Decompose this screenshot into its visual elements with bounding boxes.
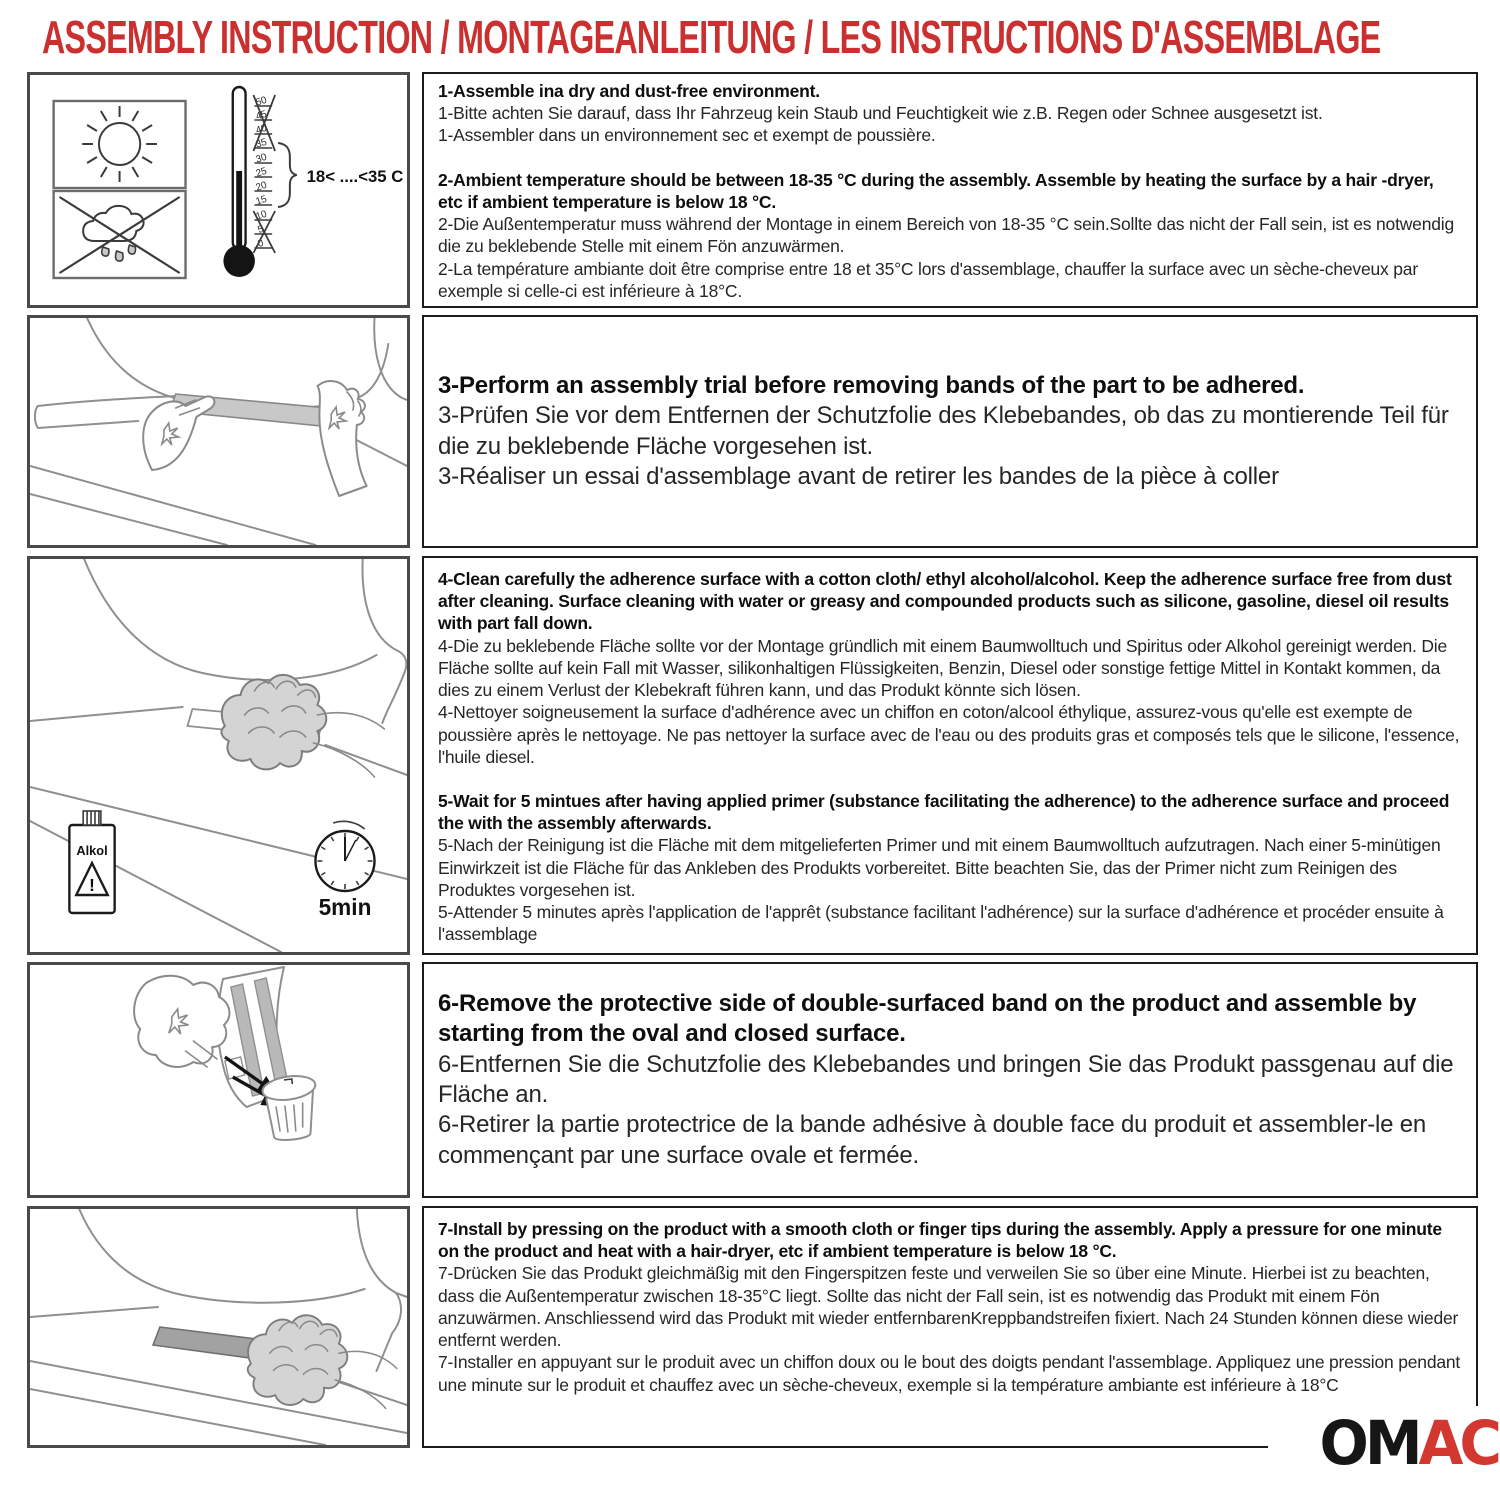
clock-icon (315, 821, 374, 920)
step-2-fr: 2-La température ambiante doit être comprise entre 18 et 35°C lors d'assemblage, chauffer la surface avec un sèche-cheveux par exemple si celle-ci est inférieure à 18°C. (438, 258, 1418, 301)
figure-box-environment (27, 72, 410, 308)
sun-icon (54, 101, 186, 188)
clock-duration-label: 5min (318, 893, 372, 921)
step-3-de: 3-Prüfen Sie vor dem Entfernen der Schutzfolie des Klebebandes, ob das zu montierende Teil für die zu beklebende Fläche vorgesehen ist. (438, 402, 1449, 460)
step-5 (438, 790, 1462, 946)
instruction-row-2 (0, 315, 1500, 548)
car-door-sill-drawing (30, 1209, 407, 1445)
step-7 (438, 1218, 1462, 1396)
step-2-de: 2-Die Außentemperatur muss während der Montage in einem Bereich von 18-35 °C sein.Sollte das nicht der Fall sein, ist es notwendig die zu beklebende Stelle mit einem Fön anzuwärmen. (438, 214, 1454, 257)
svg-text:40: 40 (254, 122, 269, 137)
step-2-en: 2-Ambient temperature should be between 18-35 °C during the assembly. Assemble by heating the surface by a hair -dryer, etc if ambient temperature is below 18 °C. (438, 169, 1434, 212)
step-3 (438, 371, 1462, 493)
figure-peel-band (30, 965, 407, 1195)
warning-exclamation-icon: ! (89, 874, 95, 896)
instruction-row-4 (0, 962, 1500, 1198)
trash-can-icon (261, 1073, 317, 1140)
figure-press-install (30, 1209, 407, 1445)
step-6-en: 6-Remove the protective side of double-surfaced band on the product and assemble by starting from the oval and closed surface. (438, 989, 1417, 1048)
svg-text:20: 20 (254, 179, 269, 194)
figure-temperature (30, 75, 407, 305)
left-hand-icon (143, 396, 214, 470)
bottle-label: Alkol (76, 842, 108, 859)
instruction-row-3 (0, 556, 1500, 955)
svg-text:35: 35 (254, 136, 269, 151)
svg-text:30: 30 (254, 151, 269, 166)
step-3-fr: 3-Réaliser un essai d'assemblage avant de retirer les bandes de la pièce à coller (438, 462, 1279, 490)
step-2 (438, 169, 1462, 302)
step-6 (438, 989, 1462, 1172)
figure-box-press (27, 1206, 410, 1448)
step-1-en: 1-Assemble ina dry and dust-free environment. (438, 81, 820, 101)
thermometer-scale (254, 95, 272, 251)
step-4 (438, 568, 1462, 768)
page-title: ASSEMBLY INSTRUCTION / MONTAGEANLEITUNG / LES INSTRUCTIONS D'ASSEMBLAGE (42, 11, 1381, 63)
text-box-1 (422, 72, 1478, 308)
figure-sill-trial (30, 318, 407, 545)
figure-cleaning (30, 559, 407, 952)
right-hand-icon (317, 381, 366, 496)
step-6-fr: 6-Retirer la partie protectrice de la bande adhésive à double face du produit et assembler-le en commençant par une surface ovale et fermée. (438, 1111, 1427, 1169)
figure-box-peel (27, 962, 410, 1198)
svg-text:0: 0 (256, 237, 265, 251)
svg-text:5: 5 (256, 223, 265, 237)
figure-box-cleaning (27, 556, 410, 955)
step-1-fr: 1-Assembler dans un environnement sec et exempt de poussière. (438, 125, 936, 146)
logo-text-red: AC (1418, 1407, 1498, 1479)
step-3-en: 3-Perform an assembly trial before removing bands of the part to be adhered. (438, 371, 1305, 399)
hand-with-cloth-icon (221, 675, 384, 777)
text-box-4 (422, 962, 1478, 1198)
svg-text:25: 25 (254, 165, 269, 180)
step-4-fr: 4-Nettoyer soigneusement la surface d'adhérence avec un chiffon en coton/alcool éthylique, assurez-vous qu'elle est exempte de poussière après le nettoyage. Ne pas nettoyer la surface avec de l'eau ou des produits gras et composés tels que le silicone, l'essence, l'huile diesel. (438, 702, 1460, 767)
step-5-fr: 5-Attender 5 minutes après l'application de l'apprêt (substance facilitant l'adhérence) sur la surface d'adhérence et procéder ensuite à l'assemblage (438, 902, 1444, 945)
range-brace (278, 143, 297, 207)
hand-peeling-icon (134, 976, 229, 1067)
step-4-de: 4-Die zu beklebende Fläche sollte vor der Montage gründlich mit einem Baumwolltuch und Spiritus oder Alkohol gereinigt werden. Die Fläche sollte auf kein Fall mit Wasser, silikonhaltigen Flüssigkeiten, Benzin, Diesel oder sonstige fettige Mittel in Kontakt kommen, da dies zu einem Verlust der Klebekraft führen kann, und das Produkt könnte sich lösen. (438, 635, 1448, 701)
svg-text:15: 15 (254, 193, 269, 208)
step-5-en: 5-Wait for 5 mintues after having applied primer (substance facilitating the adherence) to the adherence surface and proceed the with the assembly afterwards. (438, 790, 1450, 834)
step-1-de: 1-Bitte achten Sie darauf, dass Ihr Fahrzeug kein Staub und Feuchtigkeit wie z.B. Regen oder Schnee ausgesetzt ist. (438, 103, 1323, 124)
logo-text-black: OM (1319, 1407, 1419, 1479)
svg-text:45: 45 (254, 108, 269, 123)
step-7-fr: 7-Installer en appuyant sur le produit avec un chiffon doux ou le bout des doigts pendant l'assemblage. Appliquez une pression pendant une minute sur le produit et chauffez avec un sèche-cheveux, exemple si la température ambiante est inférieure à 18°C (438, 1352, 1461, 1395)
alcohol-bottle-icon (69, 811, 114, 913)
step-5-de: 5-Nach der Reinigung ist die Fläche mit dem mitgelieferten Primer und mit einem Baumwolltuch aufzutragen. Nach einer 5-minütigen Einwirkzeit ist die Fläche für das Ankleben des Produkts vorbereitet. Bitte beachten Sie, das der Primer nicht zum Reinigen des Produktes vorgesehen ist. (438, 835, 1441, 900)
step-7-de: 7-Drücken Sie das Produkt gleichmäßig mit den Fingerspitzen feste und verweilen Sie so über eine Minute. Hierbei ist zu beachten, dass die Außentemperatur zwischen 18-35°C liegt. Sollte das nicht der Fall sein, ist es notwendig das Produkt mit einem Fön anzuwärmen. Anschliessend wird das Produkt mit wieder entfernbarenKreppbandstreifen fixiert. Nach 24 Stunden können diese wieder entfernt werden. (438, 1263, 1459, 1351)
text-box-3 (422, 556, 1478, 955)
instruction-row-1 (0, 72, 1500, 308)
temperature-range-label: 18< ....<35 C (306, 166, 404, 187)
text-box-2 (422, 315, 1478, 548)
step-7-en: 7-Install by pressing on the product with a smooth cloth or finger tips during the assembly. Apply a pressure for one minute on the product and heat with a hair-dryer, etc if ambient temperature is below 18 °C. (438, 1219, 1442, 1262)
figure-box-trial (27, 315, 410, 548)
omac-logo (1268, 1406, 1500, 1480)
thermometer-icon (223, 87, 403, 277)
svg-text:50: 50 (254, 94, 269, 109)
step-1 (438, 80, 1462, 147)
step-6-de: 6-Entfernen Sie die Schutzfolie des Klebebandes und bringen Sie das Produkt passgenau auf die Fläche an. (438, 1050, 1454, 1108)
svg-text:10: 10 (254, 208, 269, 223)
step-4-en: 4-Clean carefully the adherence surface with a cotton cloth/ ethyl alcohol/alcohol. Keep the adherence surface free from dust after cleaning. Surface cleaning with water or greasy and compounded products such as silicone, gasoline, diesel oil results with part fall down. (438, 569, 1452, 634)
no-rain-icon (54, 191, 186, 278)
